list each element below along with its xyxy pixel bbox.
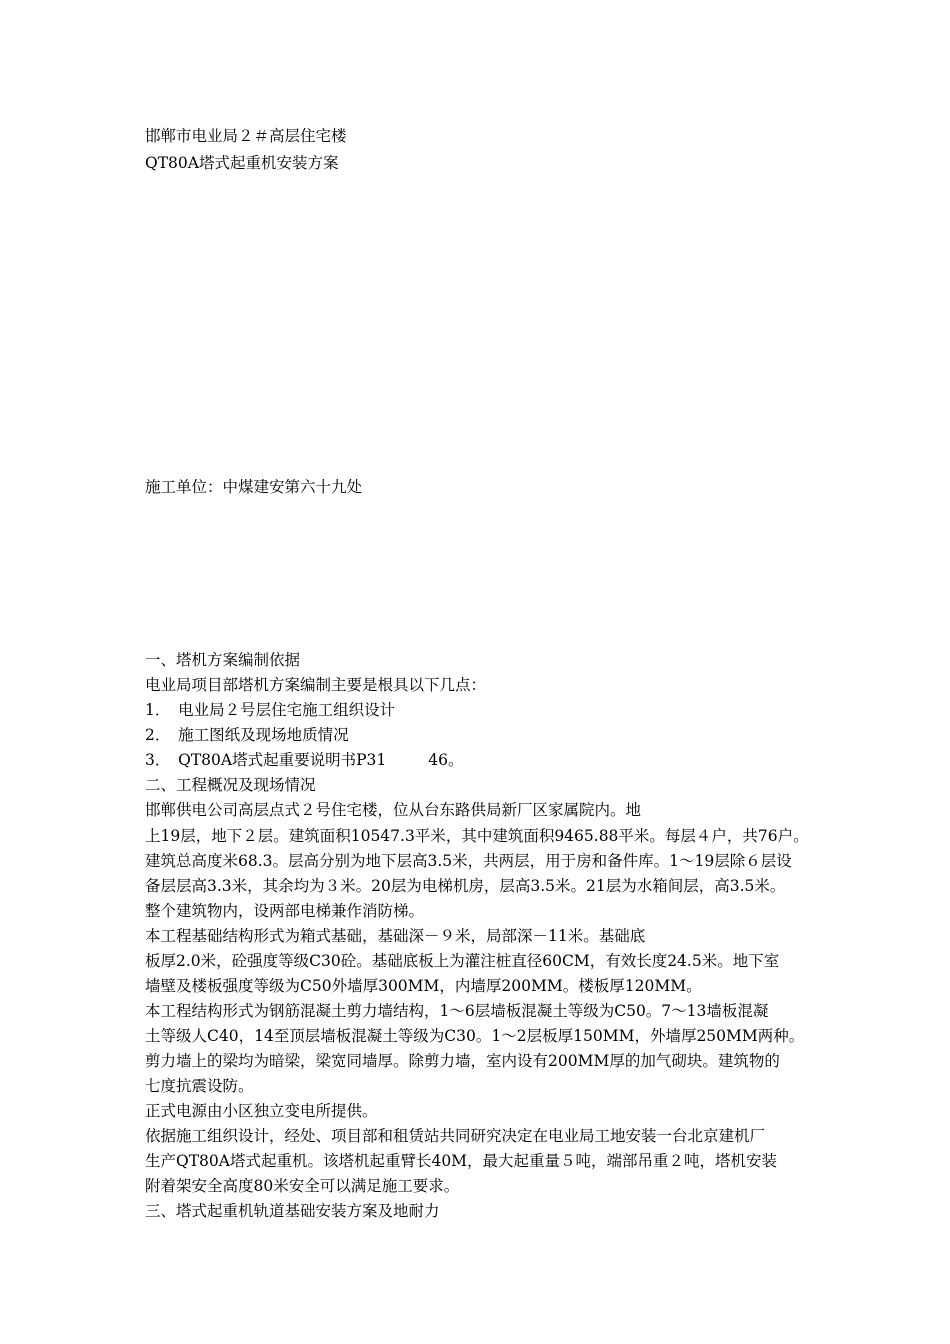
paragraph-line: 备层层高3.3米，其余均为３米。20层为电梯机房，层高3.5米。21层为水箱间层，高3.5米。 <box>145 877 786 895</box>
paragraph-line: 建筑总高度米68.3。层高分别为地下层高3.5米，共两层，用于房和备件库。1～19层除６层设 <box>145 852 792 870</box>
cover-title-line1: 邯郸市电业局２＃高层住宅楼 <box>145 127 347 145</box>
paragraph-line: 邯郸供电公司高层点式２号住宅楼，位从台东路供局新厂区家属院内。地 <box>145 801 642 819</box>
paragraph-line: 本工程结构形式为钢筋混凝土剪力墙结构，1～6层墙板混凝土等级为C50。7～13墙板混凝 <box>145 1002 769 1020</box>
paragraph-line: 生产QT80A塔式起重机。该塔机起重臂长40M，最大起重量５吨，端部吊重２吨，塔机安装 <box>145 1152 778 1170</box>
list-item-3 <box>145 750 463 770</box>
paragraph-line: 剪力墙上的梁均为暗梁，梁宽同墙厚。除剪力墙，室内设有200MM厚的加气砌块。建筑物的 <box>145 1052 780 1070</box>
paragraph-line: 墙壁及楼板强度等级为C50外墙厚300MM，内墙厚200MM。楼板厚120MM。 <box>145 977 702 995</box>
paragraph-line: 电业局项目部塔机方案编制主要是根具以下几点： <box>145 676 487 694</box>
list-item-3-page: 46。 <box>428 751 464 769</box>
paragraph-line: 整个建筑物内，设两部电梯兼作消防梯。 <box>145 902 425 920</box>
paragraph-line: 上19层，地下２层。建筑面积10547.3平米，其中建筑面积9465.88平米。每层４户，共76户。 <box>145 827 809 845</box>
paragraph-line: 板厚2.0米，砼强度等级C30砼。基础底板上为灌注桩直径60CM，有效长度24.5米。地下室 <box>145 952 780 970</box>
paragraph-line: 本工程基础结构形式为箱式基础，基础深－９米，局部深－11米。基础底 <box>145 927 646 945</box>
list-item-3-text: 3． QT80A塔式起重要说明书P31 <box>145 751 387 769</box>
contractor-line: 施工单位：中煤建安第六十九处 <box>145 478 363 496</box>
list-item-2: 2． 施工图纸及现场地质情况 <box>145 726 349 744</box>
paragraph-line: 附着架安全高度80米安全可以满足施工要求。 <box>145 1177 460 1195</box>
section-heading-3: 三、塔式起重机轨道基础安装方案及地耐力 <box>145 1202 440 1220</box>
section-heading-1: 一、塔机方案编制依据 <box>145 651 301 669</box>
section-heading-2: 二、工程概况及现场情况 <box>145 776 316 794</box>
paragraph-line: 七度抗震设防。 <box>145 1077 254 1095</box>
paragraph-line: 正式电源由小区独立变电所提供。 <box>145 1102 378 1120</box>
cover-title-line2: QT80A塔式起重机安装方案 <box>145 154 339 172</box>
paragraph-line: 土等级人C40，14至顶层墙板混凝土等级为C30。1～2层板厚150MM，外墙厚250MM两种。 <box>145 1027 805 1045</box>
list-item-1: 1． 电业局２号层住宅施工组织设计 <box>145 701 396 719</box>
paragraph-line: 依据施工组织设计，经处、项目部和租赁站共同研究决定在电业局工地安装一台北京建机厂 <box>145 1127 766 1145</box>
